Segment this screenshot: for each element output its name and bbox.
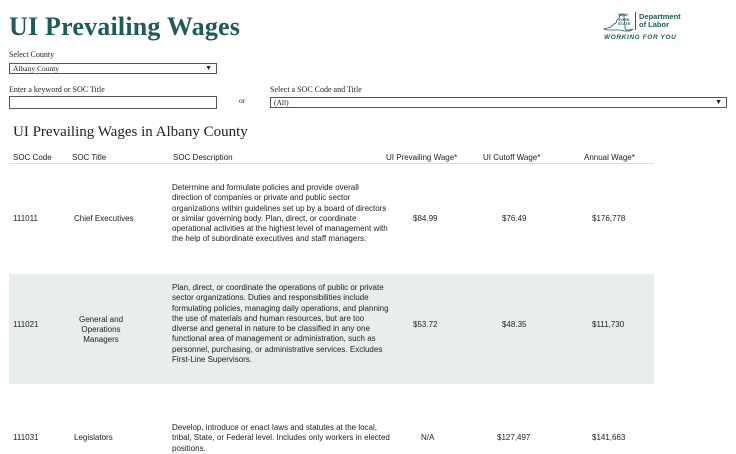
- keyword-input[interactable]: [9, 96, 217, 109]
- keyword-label: Enter a keyword or SOC Title: [9, 85, 105, 94]
- soc-code-cell: 111031: [13, 433, 39, 442]
- table-row: [9, 274, 654, 384]
- logo-divider: [635, 12, 636, 30]
- column-header-prevailing-wage: UI Prevailing Wage*: [386, 153, 458, 162]
- annual-wage-cell: $141,663: [592, 433, 626, 442]
- column-header-soc-description: SOC Description: [173, 153, 233, 162]
- results-title: UI Prevailing Wages in Albany County: [13, 124, 248, 140]
- column-header-cutoff-wage: UI Cutoff Wage*: [483, 153, 541, 162]
- annual-wage-cell: $111,730: [592, 320, 625, 329]
- dropdown-arrow-icon: ▼: [205, 64, 212, 72]
- annual-wage-cell: $176,778: [592, 214, 626, 223]
- soc-title-cell: General and Operations Managers: [78, 315, 124, 344]
- table-row: [9, 164, 654, 274]
- prevailing-wage-cell: N/A: [421, 433, 435, 442]
- prevailing-wage-cell: $84.99: [413, 214, 438, 223]
- soc-description-cell: Plan, direct, or coordinate the operations of public or private sector organizations. Duties and responsibilities include formulating policies, managing daily operations, and planning the use of materials and human resources, but are too diverse and general in nature to be classified in any one functional area of management or administration, such as personnel, purchasing, or administrative services. Excludes First-Line Supervisors.: [172, 283, 389, 365]
- nys-dol-logo[interactable]: [602, 10, 712, 44]
- table-row: [9, 384, 654, 454]
- dropdown-arrow-icon: ▼: [715, 98, 722, 106]
- soc-code-label: Select a SOC Code and Title: [270, 85, 362, 94]
- county-select[interactable]: [9, 63, 217, 74]
- logo-department-text: Department of Labor: [639, 12, 681, 29]
- soc-code-cell: 111011: [13, 214, 38, 223]
- column-header-soc-code: SOC Code: [13, 153, 52, 162]
- logo-tagline: WORKING FOR YOU: [604, 34, 677, 41]
- county-select-value: Albany County: [13, 64, 60, 73]
- soc-code-select[interactable]: [270, 97, 727, 108]
- prevailing-wage-cell: $53.72: [413, 320, 438, 329]
- cutoff-wage-cell: $48.35: [502, 320, 527, 329]
- column-header-soc-title: SOC Title: [72, 153, 107, 162]
- soc-description-cell: Determine and formulate policies and provide overall direction of companies or private and public sector organizations within guidelines set up by a board of directors or similar governing body. Plan, direct, or coordinate operational activities at the highest level of management with the help of subordinate executives and staff managers.: [172, 183, 388, 244]
- soc-code-cell: 111021: [13, 320, 39, 329]
- cutoff-wage-cell: $127,497: [497, 433, 531, 442]
- soc-title-cell: Legislators: [74, 433, 113, 442]
- or-label: or: [239, 96, 246, 105]
- logo-state-text: NEW YORK STATE: [618, 12, 631, 26]
- column-header-annual-wage: Annual Wage*: [584, 153, 635, 162]
- cutoff-wage-cell: $76.49: [502, 214, 527, 223]
- county-label: Select County: [9, 50, 55, 59]
- page-title: UI Prevailing Wages: [9, 12, 241, 41]
- soc-title-cell: Chief Executives: [74, 214, 134, 223]
- soc-code-select-value: (All): [274, 98, 289, 107]
- soc-description-cell: Develop, introduce or enact laws and statutes at the local, tribal, State, or Federal level. Includes only workers in elected positions.: [172, 423, 390, 453]
